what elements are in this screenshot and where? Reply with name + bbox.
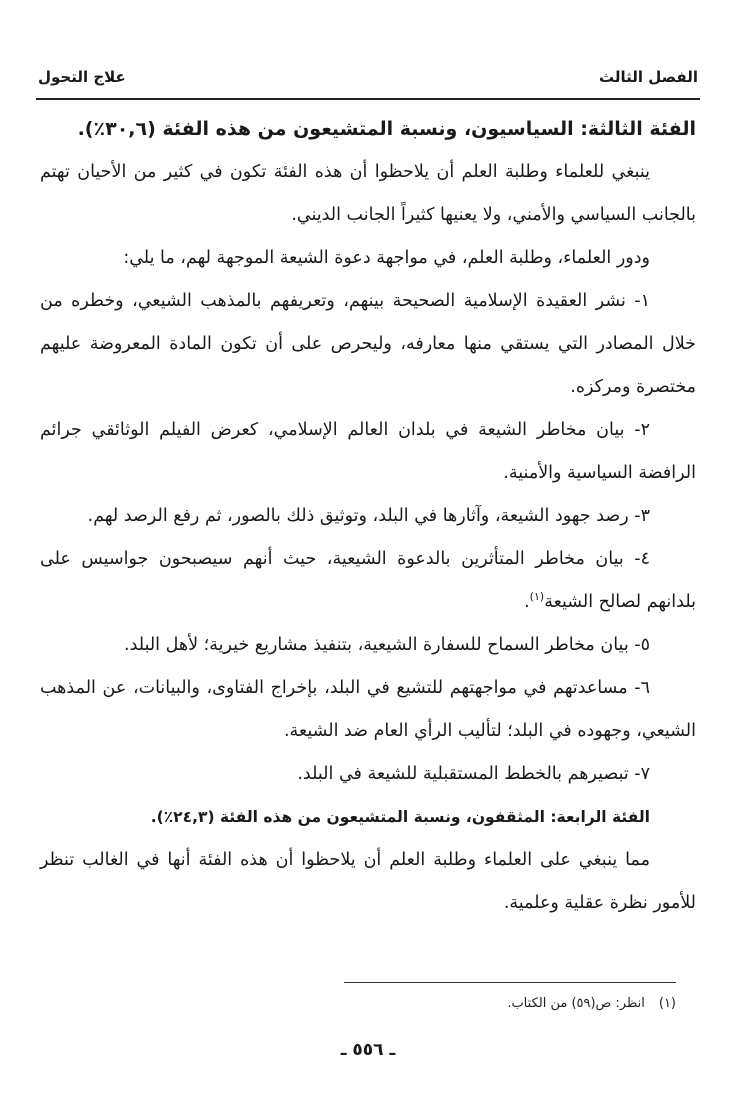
page-number: ـ ٥٥٦ ـ [340, 1040, 396, 1060]
list-item-4 [40, 538, 696, 624]
footnote-reference[interactable]: (١) [529, 590, 545, 604]
paragraph-intro: ينبغي للعلماء وطلبة العلم أن يلاحظوا أن هذه الفئة تكون في كثير من الأحيان تهتم بالجانب السياسي والأمني، ولا يعنيها كثيراً الجانب الديني. [40, 162, 696, 225]
list-item-5: ٥- بيان مخاطر السماح للسفارة الشيعية، بتنفيذ مشاريع خيرية؛ لأهل البلد. [124, 635, 650, 655]
list-item-6: ٦- مساعدتهم في مواجهتهم للتشيع في البلد، بإخراج الفتاوى، والبيانات، عن المذهب الشيعي، وجهوده في البلد؛ لتأليب الرأي العام ضد الشيعة. [40, 678, 696, 741]
running-header [38, 68, 698, 92]
list-item-2: ٢- بيان مخاطر الشيعة في بلدان العالم الإسلامي، كعرض الفيلم الوثائقي جرائم الرافضة السياسية والأمنية. [40, 420, 696, 483]
list-item-7: ٧- تبصيرهم بالخطط المستقبلية للشيعة في البلد. [297, 764, 650, 784]
list-item-1: ١- نشر العقيدة الإسلامية الصحيحة بينهم، وتعريفهم بالمذهب الشيعي، وخطره من خلال المصادر التي يستقي منها معارفه، وليحرص على أن تكون المادة المعروضة عليهم مختصرة ومركزه. [40, 291, 696, 397]
footnote-number: (١) [658, 996, 676, 1011]
book-title: علاج التحول [38, 68, 126, 86]
page-body [40, 108, 696, 925]
list-item-4-text: ٤- بيان مخاطر المتأثرين بالدعوة الشيعية، حيث أنهم سيصبحون جواسيس على بلدانهم لصالح الشيعة [40, 549, 696, 612]
section-heading-fourth-category: الفئة الرابعة: المثقفون، ونسبة المتشيعون من هذه الفئة (٢٤,٣٪). [150, 808, 650, 826]
footnote-text: انظر: ص(٥٩) من الكتاب. [507, 996, 645, 1011]
list-item-4-end: . [524, 592, 530, 612]
footnote-divider [344, 982, 676, 983]
section-heading-third-category: الفئة الثالثة: السياسيون، ونسبة المتشيعون من هذه الفئة (٣٠,٦٪). [77, 118, 696, 140]
footnote [507, 996, 676, 1011]
header-divider [36, 98, 700, 100]
paragraph-role: ودور العلماء، وطلبة العلم، في مواجهة دعوة الشيعة الموجهة لهم، ما يلي: [123, 248, 650, 268]
paragraph-fourth-category: مما ينبغي على العلماء وطلبة العلم أن يلاحظوا أن هذه الفئة أنها في الغالب تنظر للأمور نظرة عقلية وعلمية. [40, 850, 696, 913]
list-item-3: ٣- رصد جهود الشيعة، وآثارها في البلد، وتوثيق ذلك بالصور، ثم رفع الرصد لهم. [87, 506, 650, 526]
chapter-title: الفصل الثالث [598, 68, 698, 86]
